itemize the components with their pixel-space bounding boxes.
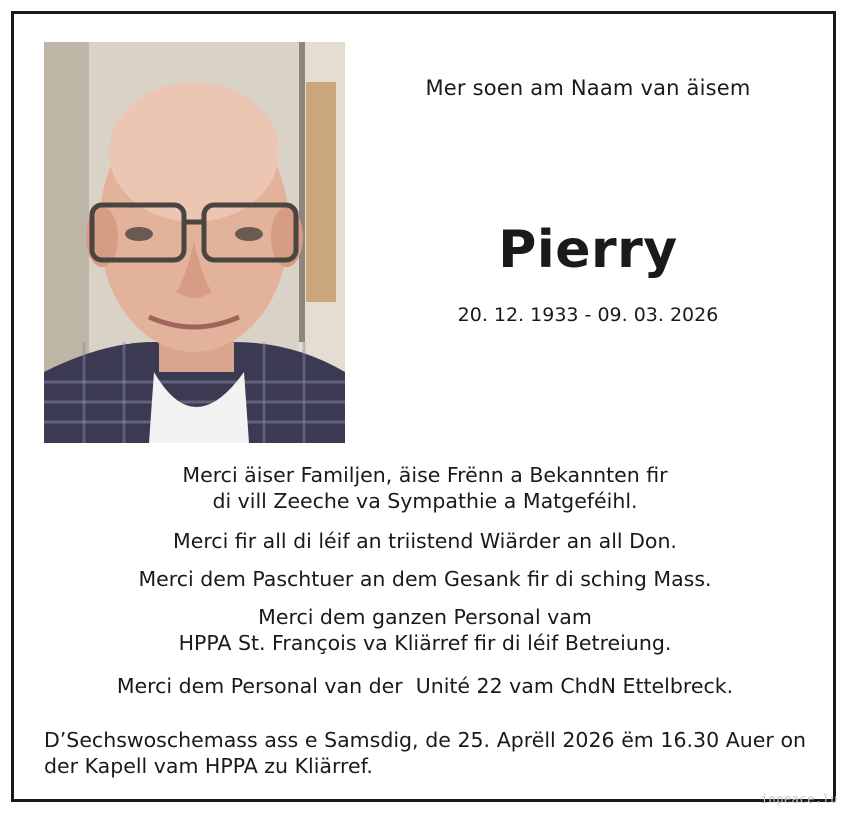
- thanks-family-line-2: di vill Zeeche va Sympathie a Matgeféihl.: [212, 489, 638, 513]
- thanks-words-line-1: Merci fir all di léif an triistend Wiärder an all Don.: [173, 529, 677, 553]
- portrait-photo: [44, 42, 345, 443]
- thanks-words: [30, 528, 820, 554]
- thanks-family-line-1: Merci äiser Familjen, äise Frënn a Bekannten fir: [182, 463, 668, 487]
- deceased-name: Pierry: [498, 220, 678, 280]
- thanks-unit: [30, 673, 820, 699]
- thanks-staff: [30, 604, 820, 656]
- thanks-family: [30, 462, 820, 514]
- thanks-staff-line-1: Merci dem ganzen Personal vam: [258, 605, 592, 629]
- thanks-priest-line-1: Merci dem Paschtuer an dem Gesank fir di sching Mass.: [138, 567, 712, 591]
- site-watermark: inpeace.lu: [760, 792, 838, 806]
- intro-text: Mer soen am Naam van äisem: [425, 76, 751, 100]
- life-dates: 20. 12. 1933 - 09. 03. 2026: [457, 304, 719, 326]
- thanks-staff-line-2: HPPA St. François va Kliärref fir di léif Betreiung.: [178, 631, 672, 655]
- thanks-priest: [30, 566, 820, 592]
- mass-announcement: D’Sechswoschemass ass e Samsdig, de 25. Aprëll 2026 ëm 16.30 Auer on der Kapell vam HPPA zu Kliärref.: [44, 728, 806, 778]
- thanks-unit-line-1: Merci dem Personal van der Unité 22 vam ChdN Ettelbreck.: [116, 674, 734, 698]
